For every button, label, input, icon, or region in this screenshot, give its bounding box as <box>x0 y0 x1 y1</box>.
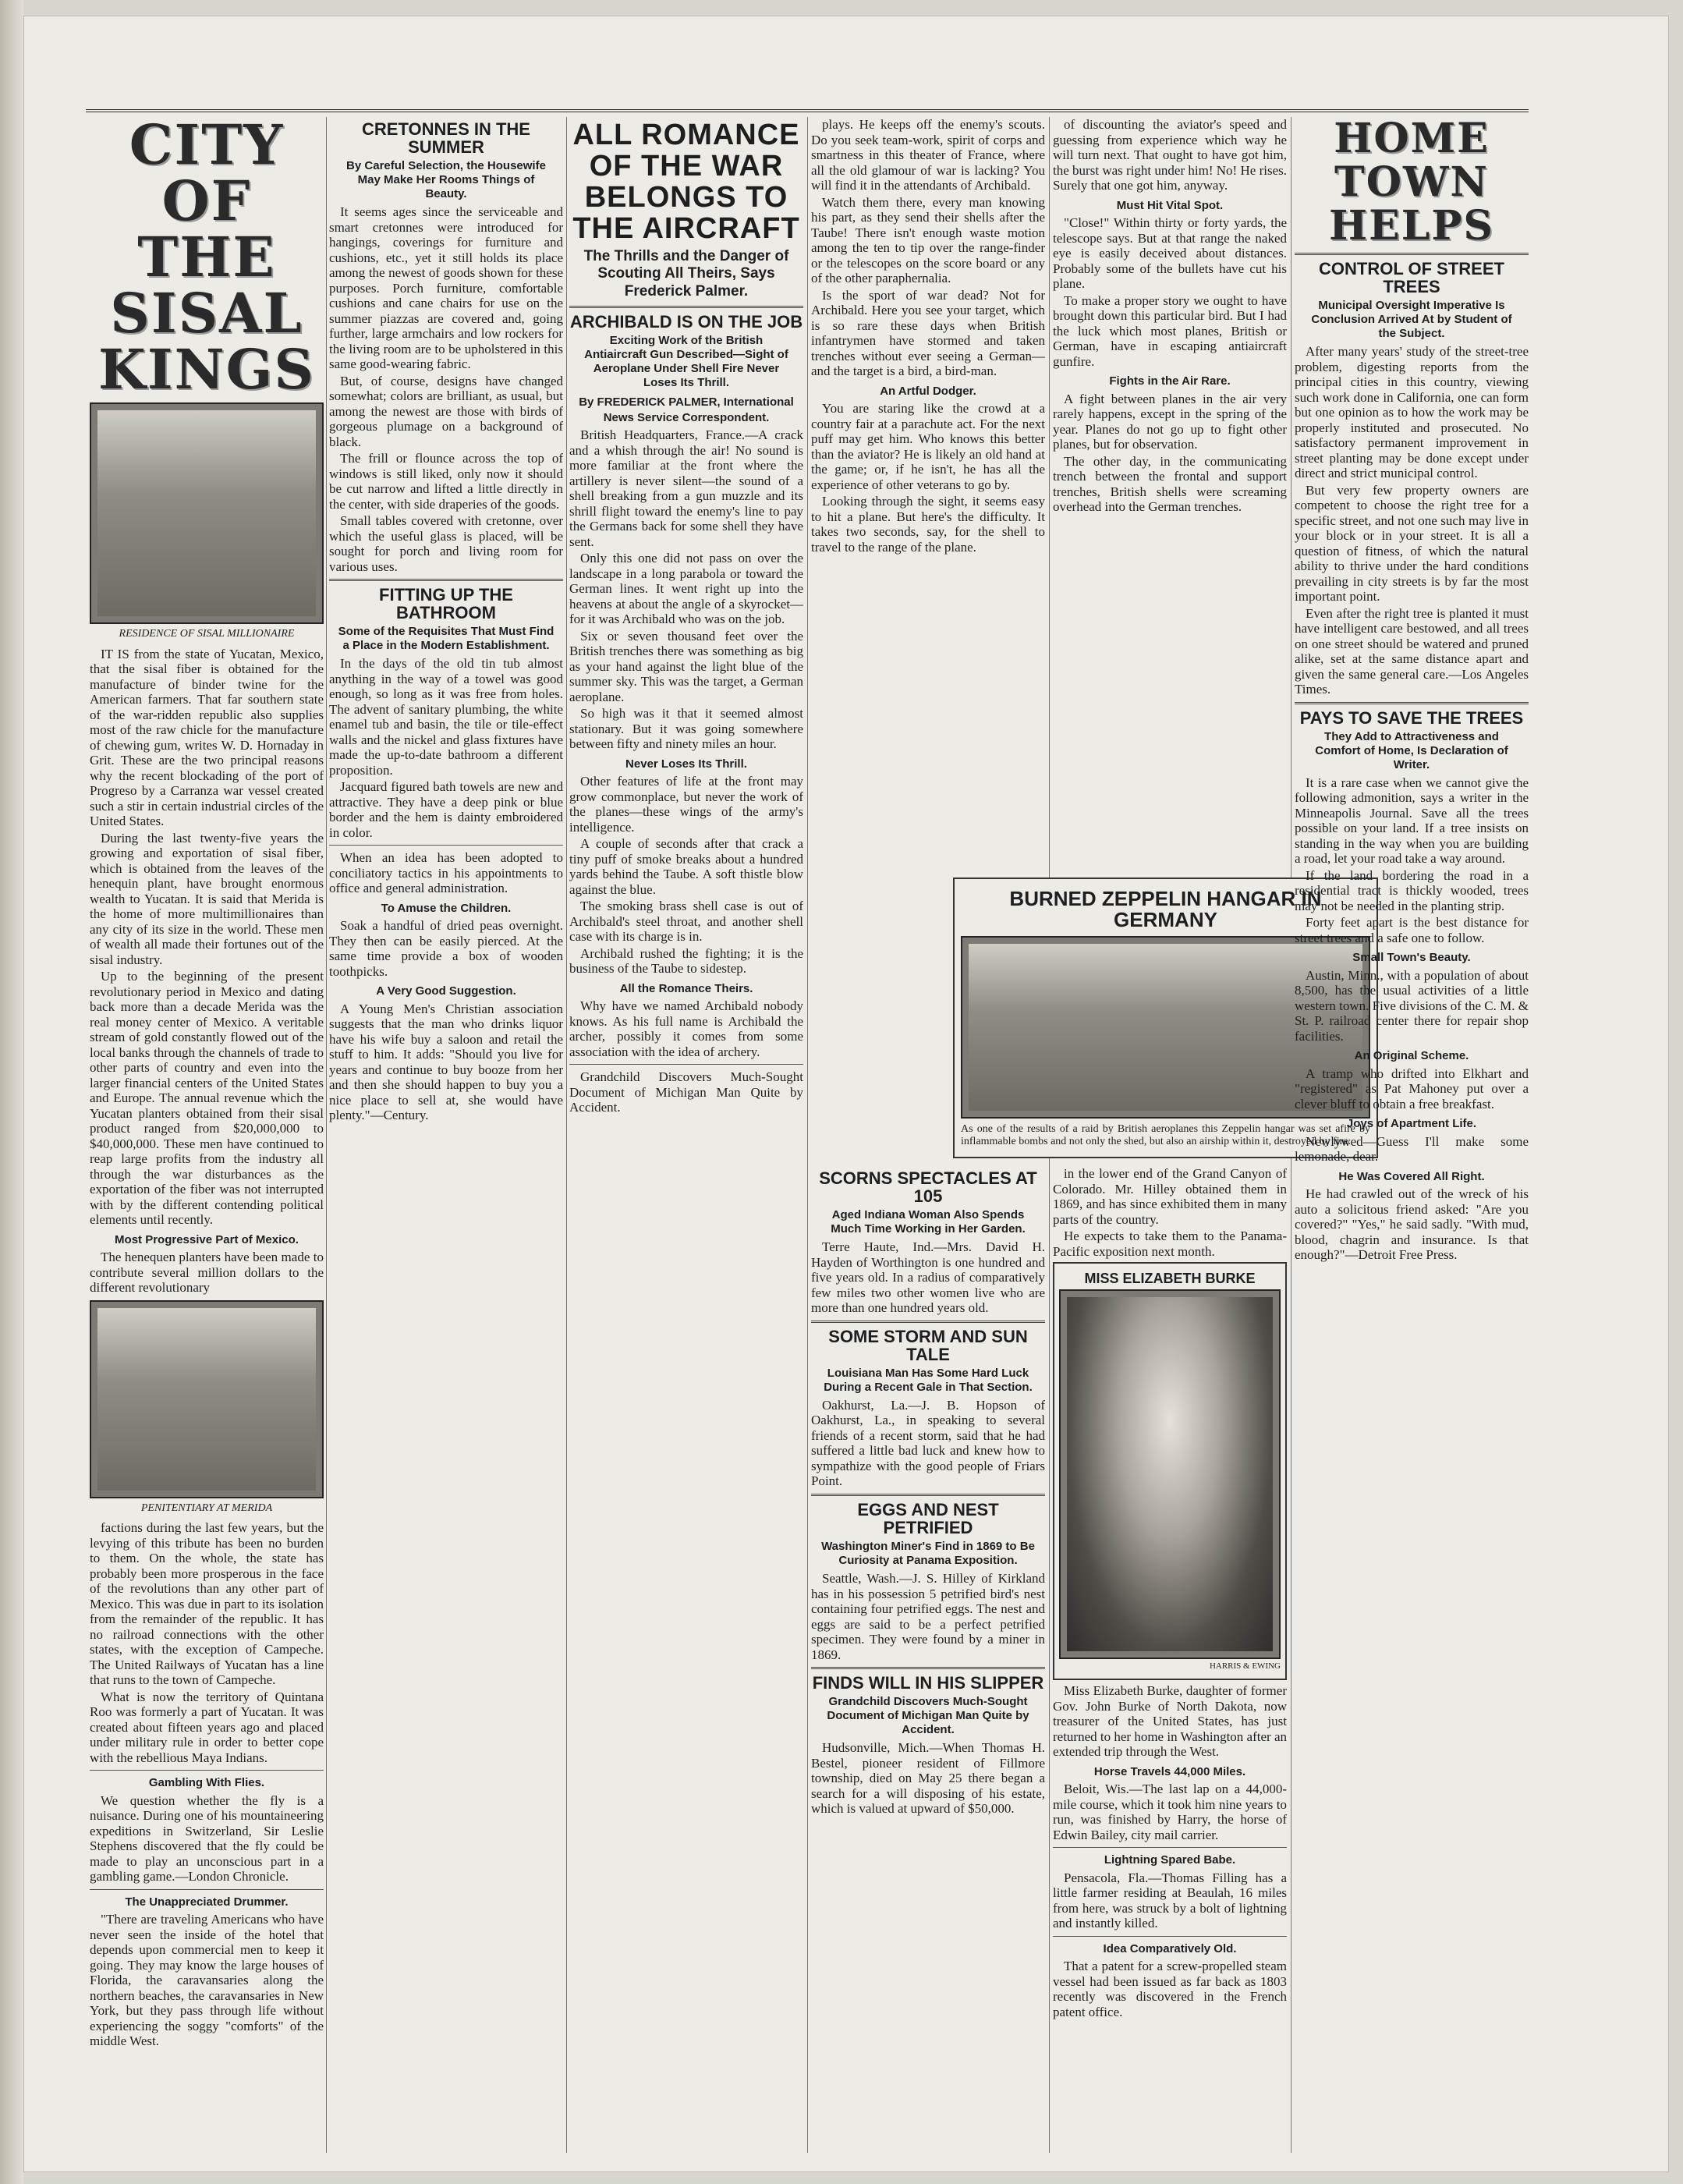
article-paragraph: Jacquard figured bath towels are new and attractive. They have a deep pink or blue border and the hem is dainty embroidered in color. <box>329 779 563 840</box>
subheading: Horse Travels 44,000 Miles. <box>1093 1764 1246 1778</box>
column-5 <box>1053 117 1287 874</box>
subheading: Fights in the Air Rare. <box>1109 374 1231 388</box>
divider <box>811 1321 1045 1323</box>
article-paragraph: During the last twenty-five years the growing and exportation of sisal fiber, which is obtained from the leaves of the henequin plant, have brought enormous wealth to Yucatan. It is said that Merida is the home of more multimillionaires than any city of its size in the world. These men of wealth all made their fortunes out of the sisal industry. <box>90 830 324 967</box>
article-paragraph: The smoking brass shell case is out of Archibald's steel throat, and another shell case with its charge is in. <box>569 899 803 945</box>
portrait-box <box>1053 1262 1287 1680</box>
headline-home-town-helps: HOME TOWN HELPS <box>1329 117 1494 250</box>
article-paragraph: The frill or flounce across the top of windows is still liked, only now it should be cut narrow and lifted a little directly in the center, with side draperies of the goods. <box>329 451 563 512</box>
subheading: Idea Comparatively Old. <box>1103 1941 1237 1955</box>
subheading: The Unappreciated Drummer. <box>125 1895 289 1909</box>
article-paragraph: The henequen planters have been made to contribute several million dollars to the different revolutionary <box>90 1250 324 1295</box>
photo-elizabeth-burke <box>1059 1289 1281 1659</box>
divider <box>1053 1936 1287 1937</box>
divider <box>811 1667 1045 1669</box>
article-paragraph: Small tables covered with cretonne, over which the useful glass is placed, will be sought for porch and living room for various uses. <box>329 513 563 574</box>
headline-finds-will: FINDS WILL IN HIS SLIPPER <box>812 1673 1044 1693</box>
article-paragraph: Why have we named Archibald nobody knows. As his full name is Archibald the archer, possibly it comes from some association with the idea of archery. <box>569 998 803 1059</box>
divider <box>1295 702 1529 704</box>
subheading: He Was Covered All Right. <box>1338 1169 1485 1183</box>
subheading: Must Hit Vital Spot. <box>1116 198 1224 212</box>
article-paragraph: He had crawled out of the wreck of his auto a solicitous friend asked: "Are you covered?" "Yes," he said sadly. "With mud, blood, chagrin and insurance. Is that enough?"—Detroit Free Press. <box>1295 1186 1529 1263</box>
subheading: An Artful Dodger. <box>880 384 976 398</box>
article-paragraph: "There are traveling Americans who have never seen the inside of the hotel that depends upon commercial men to keep it going. They may know the large houses of Florida, the caravansaries along the northern beaches, the caravansaries in New York, but they pass through life without experiencing the soggy "comforts" of the middle West. <box>90 1912 324 2048</box>
article-paragraph: IT IS from the state of Yucatan, Mexico, that the sisal fiber is obtained for the manufacture of binder twine for the American farmers. That far southern state of the war-ridden republic also supplies most of the raw chicle for the manufacture of chewing gum, writes W. D. Hornaday in Grit. These are the two principal reasons why the recent blockading of the port of Progreso by a Carranza war vessel created such a stir in certain industrial circles of the United States. <box>90 646 324 828</box>
photo-penitentiary <box>90 1300 324 1498</box>
article-paragraph: plays. He keeps off the enemy's scouts. Do you seek team-work, spirit of corps and smartness in this theater of France, where all the old glamour of war is lacking? You will find it in the attendants of Archibald. <box>811 117 1045 193</box>
article-paragraph: So high was it that it seemed almost stationary. But it was going somewhere between fifty and ninety miles an hour. <box>569 706 803 752</box>
byline: By FREDERICK PALMER, International News Service Correspondent. <box>579 395 794 424</box>
article-paragraph: Seattle, Wash.—J. S. Hilley of Kirkland has in his possession 5 petrified bird's nest containing four petrified eggs. The nest and eggs are said to be a perfect petrified specimen. They were found by a miner in 1869. <box>811 1571 1045 1662</box>
column-1 <box>90 117 324 2153</box>
article-paragraph: Austin, Minn., with a population of about 8,500, has the usual activities of a little western town. Five divisions of the C. M. & St. P. railroad center there for repair shop facilities. <box>1295 967 1529 1044</box>
photo-caption: PENITENTIARY AT MERIDA <box>140 1502 273 1514</box>
article-paragraph: If the land bordering the road in a residential tract is thickly wooded, trees may not be needed in the planting strip. <box>1295 867 1529 913</box>
article-paragraph: To make a proper story we ought to have brought down this particular bird. But I had the luck which most planes, British or German, have in escaping antiaircraft gunfire. <box>1053 292 1287 369</box>
headline-storm: SOME STORM AND SUN TALE <box>828 1326 1028 1364</box>
subheading: Gambling With Flies. <box>148 1776 265 1789</box>
article-paragraph: Six or seven thousand feet over the British trenches there was something as big as your hand against the light blue of the summer sky. This was the target, a German aeroplane. <box>569 628 803 704</box>
article-paragraph: Terre Haute, Ind.—Mrs. David H. Hayden of Worthington is one hundred and five years old. In a radius of comparatively few miles two other women live who are more than one hundred years old. <box>811 1239 1045 1316</box>
divider <box>90 1770 324 1771</box>
article-paragraph: Oakhurst, La.—J. B. Hopson of Oakhurst, La., in speaking to several friends of a recent storm, said that he had suffered a little bad luck and knew how to sympathize with the good people of Friars Point. <box>811 1397 1045 1489</box>
headline-scorns: SCORNS SPECTACLES AT 105 <box>819 1168 1037 1207</box>
article-paragraph: Up to the beginning of the present revolutionary period in Mexico and dating back more than a decade Merida was the real money center of Mexico. A veritable stream of gold constantly flowed out of the local banks through the channels of trade to other parts of country and even into the larger financial centers of the United States and Europe. The annual revenue which the Yucatan planters obtained from their sisal product ranged from $20,000,000 to $40,000,000. These men have continued to reap large profits from the industry all through the war disturbances as the exportation of the fiber was not interrupted with by the different contending political elements until recently. <box>90 969 324 1227</box>
article-paragraph: That a patent for a screw-propelled steam vessel had been issued as far back as 1803 recently was discovered in the French patent office. <box>1053 1959 1287 2019</box>
article-paragraph: factions during the last few years, but the levying of this tribute has been no burden to them. On the whole, the state has probably been more prosperous in the face of the revolutions than any other part of Mexico. This was due in part to its isolation from the remainder of the republic. It has no railroad connections with the other states, with the exception of Campeche. The United Railways of Yucatan has a line that runs to the town of Campeche. <box>90 1520 324 1687</box>
headline-archibald: ARCHIBALD IS ON THE JOB <box>569 311 803 332</box>
photo-residence <box>90 402 324 624</box>
article-paragraph: of discounting the aviator's speed and guessing from experience which way he will turn next. That ought to have got him, the burst was right under him! No! He rises. Surely that one got him, anyway. <box>1053 117 1287 193</box>
subheading: All the Romance Theirs. <box>619 981 753 995</box>
subheadline: They Add to Attractiveness and Comfort of Home, Is Declaration of Writer. <box>1315 729 1508 771</box>
subheadline: Grandchild Discovers Much-Sought Document of Michigan Man Quite by Accident. <box>827 1695 1029 1737</box>
article-paragraph: Archibald rushed the fighting; it is the business of the Taube to sidestep. <box>569 945 803 977</box>
article-paragraph: A tramp who drifted into Elkhart and "registered" as Pat Mahoney put over a clever bluff to obtain a free breakfast. <box>1295 1065 1529 1112</box>
article-paragraph: What is now the territory of Quintana Roo was formerly a part of Yucatan. It was created about fifteen years ago and placed under military rule in order to better cope with the rebellious Maya Indians. <box>90 1689 324 1765</box>
article-paragraph: Newlywed—Guess I'll make some lemonade, dear. <box>1295 1133 1529 1165</box>
article-paragraph: "Close!" Within thirty or forty yards, the telescope says. But at that range the naked eye is easily deceived about distances. Probably some of the bullets have cut his plane. <box>1053 215 1287 291</box>
headline-sisal-kings: CITY OF THE SISAL KINGS <box>98 117 315 402</box>
article-paragraph: Pensacola, Fla.—Thomas Filling has a little farmer residing at Beaulah, 16 miles from here, was struck by a bolt of lightning and instantly killed. <box>1053 1870 1287 1931</box>
divider <box>1053 1847 1287 1848</box>
subheading: Small Town's Beauty. <box>1352 951 1471 965</box>
headline-street-trees: CONTROL OF STREET TREES <box>1319 259 1504 297</box>
subheadline: Some of the Requisites That Must Find a Place in the Modern Establishment. <box>338 625 555 653</box>
article-paragraph: in the lower end of the Grand Canyon of Colorado. Mr. Hilley obtained them in 1869, and has since exhibited them in many parts of the country. <box>1053 1166 1287 1227</box>
article-paragraph: A Young Men's Christian association suggests that the man who drinks liquor have his wife buy a saloon and retail the stuff to him. It adds: "Should you live for years and continue to buy booze from her and then she should happen to buy you a nice place to sell at, she would have plenty."—Century. <box>329 1001 563 1123</box>
headline-romance: ALL ROMANCE OF THE WAR BELONGS TO THE AIRCRAFT <box>572 119 800 245</box>
divider <box>90 1889 324 1890</box>
article-paragraph: Beloit, Wis.—The last lap on a 44,000-mile course, which it took him nine years to run, was finished by Harry, the horse of Edwin Bailey, city mail carrier. <box>1053 1782 1287 1842</box>
subheadline: Louisiana Man Has Some Hard Luck During a Recent Gale in That Section. <box>824 1366 1033 1394</box>
article-paragraph: A fight between planes in the air very rarely happens, except in the spring of the year. Planes do not go up to fight other planes, but for observation. <box>1053 391 1287 452</box>
top-rule <box>86 109 1529 117</box>
headline-zeppelin: BURNED ZEPPELIN HANGAR IN GERMANY <box>1009 887 1322 932</box>
headline-eggs: EGGS AND NEST PETRIFIED <box>857 1499 999 1537</box>
article-paragraph: Miss Elizabeth Burke, daughter of former Gov. John Burke of North Dakota, now treasurer of the United States, has just returned to her home in Washington after an extended trip through the West. <box>1053 1683 1287 1760</box>
divider <box>329 579 563 581</box>
article-paragraph: Watch them there, every man knowing his part, as they send their shells after the Taube! There isn't enough waste motion among the ten to tip over the range-finder or the telescopes on the score board or any of the other paraphernalia. <box>811 194 1045 285</box>
subheading: To Amuse the Children. <box>381 901 512 915</box>
subheadline: Municipal Oversight Imperative Is Conclusion Arrived At by Student of the Subject. <box>1311 299 1512 341</box>
divider <box>569 1064 803 1065</box>
column-3 <box>569 117 803 2153</box>
divider <box>329 845 563 846</box>
photo-credit: HARRIS & EWING <box>1209 1661 1281 1671</box>
subheading: Most Progressive Part of Mexico. <box>115 1232 299 1246</box>
column-rule <box>807 117 808 2153</box>
divider <box>569 306 803 308</box>
book-spine <box>0 0 23 2184</box>
article-paragraph: Looking through the sight, it seems easy to hit a plane. But here's the difficulty. It takes two seconds, say, for the shell to travel to the range of the plane. <box>811 494 1045 555</box>
article-paragraph: It seems ages since the serviceable and smart cretonnes were introduced for hangings, coverings for furniture and cushions, etc., yet it still holds its place among the newest of goods shown for these purposes. Porch furniture, comfortable cushions and cane chairs for use on the summer piazzas are covered and, going further, large armchairs and low rockers for the living room are to be upholstered in this same good-wearing fabric. <box>329 204 563 372</box>
photo-caption: RESIDENCE OF SISAL MILLIONAIRE <box>119 628 295 640</box>
article-paragraph: Hudsonville, Mich.—When Thomas H. Bestel, pioneer resident of Fillmore township, died on May 25 there began a search for a will disposing of his estate, which is valued at upward of $50,000. <box>811 1740 1045 1817</box>
subheadline: Washington Miner's Find in 1869 to Be Curiosity at Panama Exposition. <box>821 1540 1035 1568</box>
headline-bathroom: FITTING UP THE BATHROOM <box>379 585 513 623</box>
article-paragraph: When an idea has been adopted to conciliatory tactics in his appointments to office and general administration. <box>329 850 563 896</box>
article-paragraph: It is a rare case when we cannot give the following admonition, says a writer in the Minneapolis Journal. Save all the trees possible on your land. If a tree insists on standing in the way when you are building a road, let your road take a way around. <box>1295 775 1529 867</box>
article-paragraph: Is the sport of war dead? Not for Archibald. Here you see your target, which is so rare these days when British infantrymen have stormed and taken trenches without ever seeing a German—and the target is a bird, a bird-man. <box>811 287 1045 378</box>
divider <box>811 1494 1045 1496</box>
headline-cretonnes: CRETONNES IN THE SUMMER <box>362 119 530 158</box>
subheading: A Very Good Suggestion. <box>376 984 516 998</box>
subheading: Lightning Spared Babe. <box>1104 1853 1236 1867</box>
subheadline: Exciting Work of the British Antiaircraft Gun Described—Sight of Aeroplane Under Shell Fire Never Loses Its Thrill. <box>584 334 788 390</box>
photo-caption: As one of the results of a raid by British aeroplanes this Zeppelin hangar was set afire by inflammable bombs and not only the shed, but also an airship within it, destroyed by fire. <box>961 1122 1370 1147</box>
subheading: Joys of Apartment Life. <box>1346 1117 1477 1131</box>
column-rule <box>326 117 327 2153</box>
article-paragraph: A couple of seconds after that crack a tiny puff of smoke breaks about a hundred yards behind the Taube. A soft thistle blow against the blue. <box>569 836 803 897</box>
article-paragraph: Only this one did not pass on over the landscape in a long parabola or toward the German lines. It went right up into the heavens at about the angle of a skyrocket—for it was Archibald who was on the job. <box>569 551 803 627</box>
column-6 <box>1295 117 1529 2153</box>
subheadline: The Thrills and the Danger of Scouting All Theirs, Says Frederick Palmer. <box>583 247 789 300</box>
article-paragraph: In the days of the old tin tub almost anything in the way of a towel was good enough, so long as it was free from holes. The advent of sanitary plumbing, the white enamel tub and basin, the tile or tile-effect walls and the nickel and glass fixtures have made the up-to-date bathroom a different proposition. <box>329 656 563 778</box>
subheadline: Aged Indiana Woman Also Spends Much Time Working in Her Garden. <box>831 1208 1026 1236</box>
column-2 <box>329 117 563 2153</box>
article-paragraph: You are staring like the crowd at a country fair at a parachute act. For the next puff may get him. Who knows this better than the aviator? He is likely an old hand at the game; or, if he isn't, he has all the experience of other veterans to go by. <box>811 401 1045 492</box>
subheading: An Original Scheme. <box>1354 1049 1469 1063</box>
article-paragraph: We question whether the fly is a nuisance. During one of his mountaineering expeditions in Switzerland, Sir Leslie Stephens discovered that the fly could be made to play an unconscious part in a gambling game.—London Chronicle. <box>90 1792 324 1884</box>
article-paragraph: The other day, in the communicating trench between the frontal and support trenches, British shells were screaming overhead into the German trenches. <box>1053 453 1287 514</box>
article-paragraph: Forty feet apart is the best distance for street trees and a safe one to follow. <box>1295 915 1529 945</box>
column-5-lower <box>1053 1166 1287 2149</box>
article-paragraph: Other features of life at the front may grow commonplace, but never the work of the planes—these wings of the army's intelligence. <box>569 774 803 835</box>
subheading: Never Loses Its Thrill. <box>625 757 747 771</box>
divider <box>1295 253 1529 255</box>
article-paragraph: Soak a handful of dried peas overnight. They then can be easily pierced. At the same time provide a box of wooden toothpicks. <box>329 918 563 979</box>
article-paragraph: After many years' study of the street-tree problem, digesting reports from the principal cities in this country, viewing such work done in California, one can form but one opinion as to how the work may be properly instituted and prosecuted. No satisfactory permanent improvement in street planting may be done except under direct and strict municipal control. <box>1295 344 1529 481</box>
article-paragraph: Even after the right tree is planted it must have intelligent care bestowed, and all trees on one street should be watered and pruned alike, set at the same distance apart and given the same general care.—Los Angeles Times. <box>1295 605 1529 697</box>
article-paragraph: British Headquarters, France.—A crack and a whish through the air! No sound is more familiar at the front where the artillery is never silent—the sound of a shell breaking from a gun muzzle and its shrill flight toward the enemy's line to pay the Germans back for some shell they have sent. <box>569 427 803 549</box>
column-4-lower <box>811 1166 1045 2149</box>
article-paragraph: But very few property owners are competent to choose the right tree for a specific street, and not one such may live in your block or in your street. It is all a question of fitness, of which the natural ability to thrive under the hard conditions prevailing in city streets is by far the most important point. <box>1295 482 1529 604</box>
subheadline: By Careful Selection, the Housewife May Make Her Rooms Things of Beauty. <box>346 159 546 201</box>
article-paragraph: He expects to take them to the Panama-Pacific exposition next month. <box>1053 1228 1287 1259</box>
headline-save-trees: PAYS TO SAVE THE TREES <box>1299 707 1524 728</box>
article-paragraph: Grandchild Discovers Much-Sought Document of Michigan Man Quite by Accident. <box>569 1069 803 1115</box>
column-rule <box>566 117 567 2153</box>
portrait-title: MISS ELIZABETH BURKE <box>1084 1271 1256 1286</box>
article-paragraph: But, of course, designs have changed somewhat; colors are brilliant, as usual, but among the newest are those with birds of gorgeous plumage on a background of black. <box>329 373 563 449</box>
